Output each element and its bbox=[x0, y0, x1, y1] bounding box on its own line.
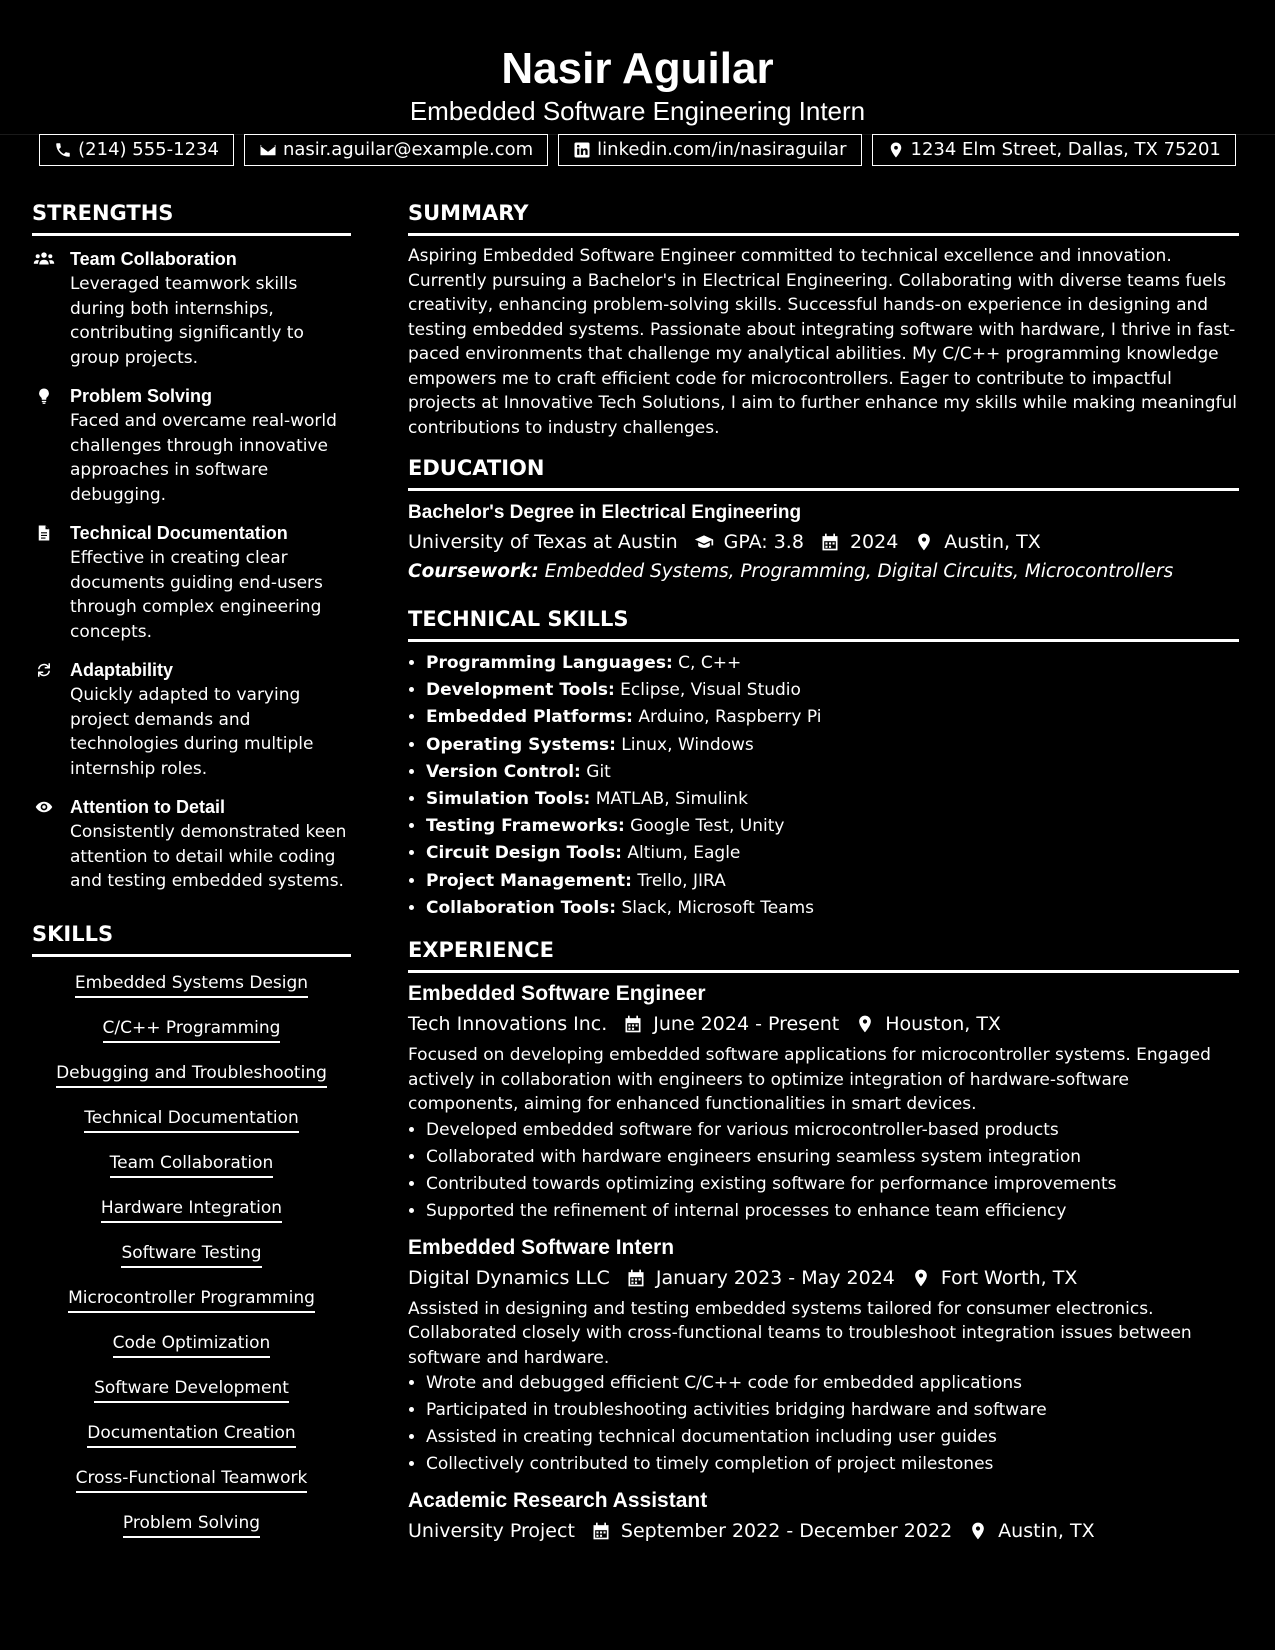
users-icon bbox=[33, 250, 55, 268]
lightbulb-icon bbox=[33, 387, 55, 405]
skill-tag: Software Development bbox=[94, 1376, 289, 1403]
strength-item bbox=[32, 794, 351, 894]
job-entry bbox=[408, 979, 1239, 1225]
skill-tag: Documentation Creation bbox=[87, 1421, 295, 1448]
skill-tag: Technical Documentation bbox=[84, 1106, 299, 1133]
list-item: • Contributed towards optimizing existing software for performance improvements bbox=[426, 1171, 1239, 1198]
strength-item bbox=[32, 383, 351, 507]
job-location: Fort Worth, TX bbox=[940, 1266, 1078, 1289]
contact-phone-text: (214) 555-1234 bbox=[78, 139, 219, 160]
job-dates: September 2022 - December 2022 bbox=[620, 1520, 953, 1543]
section-divider bbox=[408, 639, 1239, 642]
job-bullets bbox=[408, 1117, 1239, 1225]
job-dates: June 2024 - Present bbox=[653, 1013, 840, 1036]
job-location: Houston, TX bbox=[885, 1013, 1001, 1036]
skill-tag: C/C++ Programming bbox=[103, 1016, 281, 1043]
skill-tag: Hardware Integration bbox=[101, 1196, 282, 1223]
skill-values: Arduino, Raspberry Pi bbox=[638, 707, 822, 728]
job-entry bbox=[408, 1233, 1239, 1479]
skill-category: Collaboration Tools: bbox=[426, 897, 617, 918]
coursework bbox=[408, 557, 1239, 587]
technical-skills-list bbox=[408, 650, 1239, 922]
strength-title: Technical Documentation bbox=[70, 523, 288, 543]
document-icon bbox=[33, 524, 55, 542]
strengths-heading: STRENGTHS bbox=[32, 201, 174, 225]
gpa-value: GPA: 3.8 bbox=[723, 531, 804, 553]
skill-tag: Code Optimization bbox=[113, 1331, 271, 1358]
education-section bbox=[408, 454, 1239, 587]
strength-item bbox=[32, 246, 351, 370]
refresh-icon bbox=[33, 661, 55, 679]
section-divider bbox=[408, 233, 1239, 236]
job-description: Assisted in designing and testing embedded systems tailored for consumer electronics. Collaborated closely with cross-functional teams to troubleshoot integration issues between software and hardware. bbox=[408, 1298, 1192, 1368]
strength-description: Quickly adapted to varying project demands and technologies during multiple internship roles. bbox=[70, 685, 314, 779]
company-name: Digital Dynamics LLC bbox=[408, 1266, 610, 1289]
linkedin-icon bbox=[573, 141, 591, 159]
skill-tag: Cross-Functional Teamwork bbox=[76, 1466, 308, 1493]
skill-category: Embedded Platforms: bbox=[426, 707, 633, 728]
job-meta bbox=[408, 1263, 1239, 1293]
strength-description: Faced and overcame real-world challenges through innovative approaches in software debugging. bbox=[70, 411, 337, 505]
job-description: Focused on developing embedded software applications for microcontroller systems. Engaged actively in collaboration with engineers to optimize integration of hardware-software components, aiming for enhanced functionalities in smart devices. bbox=[408, 1045, 1211, 1115]
contact-phone[interactable] bbox=[39, 134, 234, 166]
section-divider bbox=[32, 954, 351, 957]
job-entry bbox=[408, 1486, 1239, 1546]
summary-section bbox=[408, 199, 1239, 440]
map-marker-icon bbox=[914, 532, 934, 552]
skill-category: Development Tools: bbox=[426, 680, 615, 701]
skill-values: MATLAB, Simulink bbox=[595, 789, 748, 810]
list-item bbox=[426, 650, 1239, 677]
technical-skills-heading: TECHNICAL SKILLS bbox=[408, 607, 629, 631]
contact-email-text: nasir.aguilar@example.com bbox=[282, 139, 534, 160]
job-meta bbox=[408, 1009, 1239, 1039]
strength-title: Problem Solving bbox=[70, 386, 213, 406]
list-item bbox=[426, 895, 1239, 922]
skill-tag: Software Testing bbox=[121, 1241, 261, 1268]
right-column bbox=[408, 199, 1239, 1546]
job-meta bbox=[408, 1516, 1239, 1546]
skill-tag: Problem Solving bbox=[123, 1511, 260, 1538]
company-name: Tech Innovations Inc. bbox=[408, 1013, 608, 1036]
list-item: • Supported the refinement of internal processes to enhance team efficiency bbox=[426, 1198, 1239, 1225]
job-bullets bbox=[408, 1370, 1239, 1478]
skill-category: Testing Frameworks: bbox=[426, 816, 625, 837]
calendar-icon bbox=[623, 1014, 643, 1034]
contact-linkedin-text: linkedin.com/in/nasiraguilar bbox=[597, 139, 847, 160]
skill-category: Circuit Design Tools: bbox=[426, 843, 622, 864]
skill-category: Version Control: bbox=[426, 761, 581, 782]
skills-heading: SKILLS bbox=[32, 921, 114, 946]
skill-tag: Debugging and Troubleshooting bbox=[56, 1061, 327, 1088]
eye-icon bbox=[33, 798, 55, 816]
envelope-icon bbox=[259, 141, 277, 159]
experience-section bbox=[408, 936, 1239, 1546]
school-location: Austin, TX bbox=[944, 531, 1041, 553]
technical-skills-section bbox=[408, 605, 1239, 922]
list-item bbox=[426, 868, 1239, 895]
strength-description: Effective in creating clear documents guiding end-users through complex engineering concepts. bbox=[70, 548, 323, 642]
skill-values: Linux, Windows bbox=[621, 734, 754, 755]
skill-values: Trello, JIRA bbox=[637, 870, 726, 891]
list-item bbox=[426, 786, 1239, 813]
degree-title: Bachelor's Degree in Electrical Engineering bbox=[408, 502, 802, 523]
summary-text: Aspiring Embedded Software Engineer committed to technical excellence and innovation. Currently pursuing a Bachelor's in Electrical Engineering. Collaborating with diverse teams fuels creativity, enhancing problem-solving skills. Successful hands-on experience in designing and testing embedded systems. Passionate about integrating software with hardware, I thrive in fast-paced environments that challenge my analytical abilities. My C/C++ programming knowledge empowers me to craft efficient code for microcontrollers. Eager to contribute to impactful projects at Innovative Tech Solutions, I aim to further enhance my skills while making meaningful contributions to industry challenges. bbox=[408, 246, 1237, 438]
school-name: University of Texas at Austin bbox=[408, 531, 678, 553]
strength-item bbox=[32, 520, 351, 644]
list-item: • Wrote and debugged efficient C/C++ code for embedded applications bbox=[426, 1370, 1239, 1397]
education-heading: EDUCATION bbox=[408, 456, 545, 480]
experience-heading: EXPERIENCE bbox=[408, 938, 554, 963]
section-divider bbox=[408, 970, 1239, 973]
strength-title: Adaptability bbox=[70, 660, 174, 680]
skill-category: Project Management: bbox=[426, 870, 632, 891]
section-divider bbox=[408, 488, 1239, 491]
list-item bbox=[426, 704, 1239, 731]
candidate-name: Nasir Aguilar bbox=[501, 44, 774, 93]
skill-values: Eclipse, Visual Studio bbox=[620, 680, 801, 701]
candidate-title: Embedded Software Engineering Intern bbox=[409, 96, 866, 126]
calendar-icon bbox=[626, 1268, 646, 1288]
contact-address[interactable] bbox=[872, 134, 1236, 166]
map-marker-icon bbox=[855, 1014, 875, 1034]
skill-values: Slack, Microsoft Teams bbox=[621, 897, 814, 918]
skill-tag: Embedded Systems Design bbox=[75, 971, 308, 998]
strength-item bbox=[32, 657, 351, 781]
job-title: Embedded Software Engineer bbox=[408, 982, 706, 1006]
skill-category: Operating Systems: bbox=[426, 734, 616, 755]
strengths-section bbox=[32, 199, 351, 894]
skill-values: C, C++ bbox=[678, 653, 742, 673]
skill-values: Git bbox=[586, 761, 611, 782]
list-item bbox=[426, 759, 1239, 786]
list-item: • Assisted in creating technical documentation including user guides bbox=[426, 1424, 1239, 1451]
phone-icon bbox=[54, 141, 72, 159]
strength-description: Consistently demonstrated keen attention to detail while coding and testing embedded systems. bbox=[70, 822, 347, 891]
list-item: • Collaborated with hardware engineers ensuring seamless system integration bbox=[426, 1144, 1239, 1171]
map-marker-icon bbox=[968, 1521, 988, 1541]
contact-linkedin[interactable] bbox=[558, 134, 861, 166]
list-item bbox=[426, 813, 1239, 840]
job-dates: January 2023 - May 2024 bbox=[655, 1266, 895, 1289]
coursework-list: Embedded Systems, Programming, Digital Circuits, Microcontrollers bbox=[544, 561, 1174, 582]
skill-values: Altium, Eagle bbox=[627, 843, 741, 864]
resume-header bbox=[0, 0, 1275, 160]
strength-title: Team Collaboration bbox=[70, 249, 237, 269]
list-item bbox=[426, 732, 1239, 759]
graduation-year: 2024 bbox=[849, 531, 899, 553]
job-title: Embedded Software Intern bbox=[408, 1235, 675, 1259]
job-title: Academic Research Assistant bbox=[408, 1489, 708, 1513]
left-column bbox=[32, 199, 351, 1556]
list-item bbox=[426, 677, 1239, 704]
list-item: • Participated in troubleshooting activities bridging hardware and software bbox=[426, 1397, 1239, 1424]
contact-email[interactable] bbox=[244, 134, 548, 166]
contact-bar bbox=[0, 134, 1275, 166]
list-item: • Collectively contributed to timely completion of project milestones bbox=[426, 1451, 1239, 1478]
skill-category: Programming Languages: bbox=[426, 653, 673, 673]
strength-description: Leveraged teamwork skills during both internships, contributing significantly to group projects. bbox=[70, 274, 304, 368]
skills-list bbox=[32, 971, 351, 1556]
section-divider bbox=[32, 233, 351, 236]
calendar-icon bbox=[820, 532, 840, 552]
education-meta bbox=[408, 527, 1239, 557]
map-marker-icon bbox=[887, 141, 905, 159]
skill-values: Google Test, Unity bbox=[630, 816, 785, 837]
graduation-cap-icon bbox=[694, 532, 714, 552]
skill-tag: Microcontroller Programming bbox=[68, 1286, 315, 1313]
job-location: Austin, TX bbox=[998, 1520, 1095, 1543]
company-name: University Project bbox=[408, 1520, 575, 1543]
summary-heading: SUMMARY bbox=[408, 201, 529, 225]
calendar-icon bbox=[591, 1521, 611, 1541]
list-item: • Developed embedded software for various microcontroller-based products bbox=[426, 1117, 1239, 1144]
contact-address-text: 1234 Elm Street, Dallas, TX 75201 bbox=[910, 139, 1221, 160]
skill-tag: Team Collaboration bbox=[110, 1151, 274, 1178]
skill-category: Simulation Tools: bbox=[426, 789, 591, 810]
strength-title: Attention to Detail bbox=[70, 797, 225, 817]
list-item bbox=[426, 840, 1239, 867]
skills-section bbox=[32, 920, 351, 1556]
map-marker-icon bbox=[911, 1268, 931, 1288]
coursework-label: Coursework: bbox=[408, 561, 539, 582]
